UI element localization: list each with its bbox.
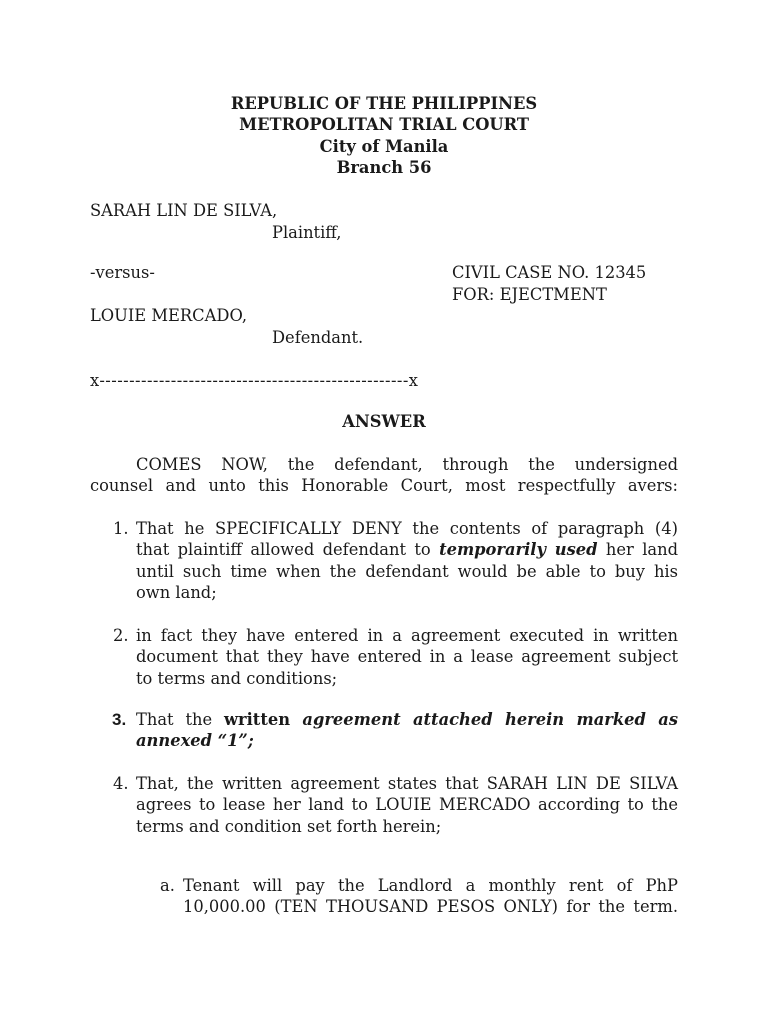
caption-separator: x----------------------------------------------------x <box>90 371 419 390</box>
list-number: 2. <box>113 626 129 645</box>
bold-text: written <box>224 710 291 729</box>
paragraph-line: in fact they have entered in a agreement executed in written <box>136 626 678 645</box>
paragraph-line <box>136 539 678 560</box>
paragraph-line <box>136 709 678 730</box>
list-number: 4. <box>113 774 129 793</box>
allegation-4 <box>113 773 678 837</box>
paragraph-line: COMES NOW, the defendant, through the undersigned <box>136 455 678 474</box>
paragraph-line: That he SPECIFICALLY DENY the contents of paragraph (4) <box>136 519 678 538</box>
paragraph-line: until such time when the defendant would be able to buy his <box>136 561 678 581</box>
city-heading: City of Manila <box>319 136 449 156</box>
pleading-title: ANSWER <box>342 412 426 431</box>
allegation-1 <box>113 518 679 604</box>
republic-heading: REPUBLIC OF THE PHILIPPINES <box>230 94 538 113</box>
paragraph-line: annexed “1”; <box>136 731 254 751</box>
text-run: That the <box>136 710 225 729</box>
paragraph-line: own land; <box>136 583 217 603</box>
allegation-2 <box>113 625 678 689</box>
list-letter: a. <box>160 876 175 895</box>
branch-heading: Branch 56 <box>336 158 432 178</box>
paragraph-line: That, the written agreement states that SARAH LIN DE SILVA <box>136 774 678 793</box>
paragraph-line: 10,000.00 (TEN THOUSAND PESOS ONLY) for the term. <box>183 897 678 917</box>
paragraph-line: agrees to lease her land to LOUIE MERCADO according to the <box>136 795 678 815</box>
emphasis-text: temporarily used <box>439 540 598 560</box>
plaintiff-role: Plaintiff, <box>272 223 342 242</box>
paragraph-line: terms and condition set forth herein; <box>136 816 442 836</box>
paragraph-line: Tenant will pay the Landlord a monthly rent of PhP <box>183 876 678 895</box>
sub-item-a <box>160 875 678 918</box>
paragraph-line: document that they have entered in a lease agreement subject <box>136 647 678 667</box>
case-nature: FOR: EJECTMENT <box>452 285 607 304</box>
paragraph-line: to terms and conditions; <box>136 668 338 688</box>
text-run: that plaintiff allowed defendant to <box>136 540 440 560</box>
paragraph-line: counsel and unto this Honorable Court, most respectfully avers: <box>90 476 678 496</box>
allegation-3 <box>112 709 678 752</box>
list-number: 1. <box>113 519 129 538</box>
plaintiff-name: SARAH LIN DE SILVA, <box>90 201 278 220</box>
intro-paragraph <box>90 454 678 497</box>
court-caption <box>0 93 768 179</box>
defendant-name: LOUIE MERCADO, <box>90 306 248 325</box>
court-heading: METROPOLITAN TRIAL COURT <box>239 115 529 135</box>
text-run: her land <box>597 540 679 560</box>
list-number: 3. <box>112 710 127 729</box>
defendant-role: Defendant. <box>272 328 364 347</box>
versus-label: -versus- <box>90 263 155 282</box>
emphasis-text: agreement attached herein marked as <box>290 710 678 729</box>
case-number: CIVIL CASE NO. 12345 <box>452 263 647 282</box>
